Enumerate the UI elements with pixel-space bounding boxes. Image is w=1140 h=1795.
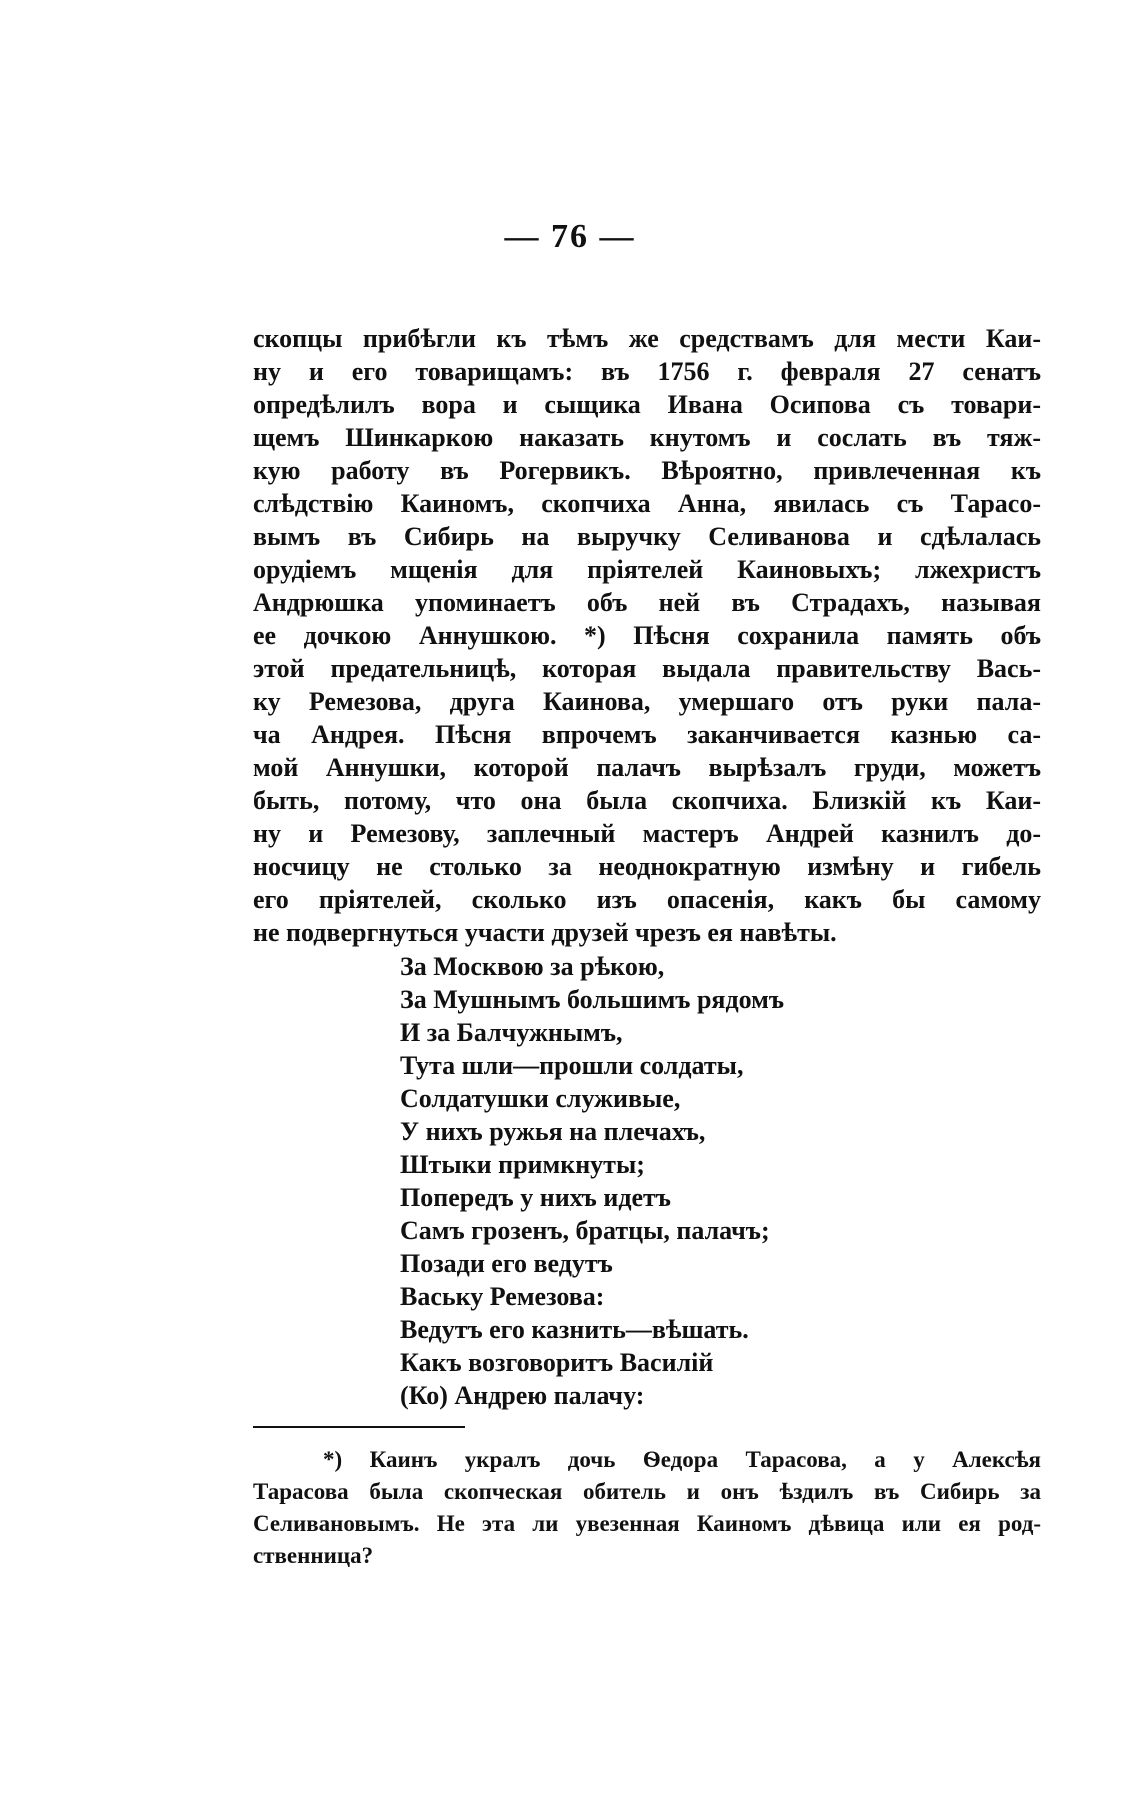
verse-line: Ваську Ремезова: xyxy=(400,1282,605,1311)
body-line: орудіемъ мщенія для пріятелей Каиновыхъ; лжехристъ xyxy=(253,555,1041,584)
verse-line: (Ко) Андрею палачу: xyxy=(400,1381,645,1410)
body-line: ча Андрея. Пѣсня впрочемъ заканчивается казнью са- xyxy=(253,720,1041,749)
footnote-line: ственница? xyxy=(253,1543,374,1568)
body-line: ее дочкою Аннушкою. *) Пѣсня сохранила память объ xyxy=(253,621,1041,650)
body-line: Андрюшка упоминаетъ объ ней въ Страдахъ, называя xyxy=(253,588,1041,617)
body-line: ку Ремезова, друга Каинова, умершаго отъ руки пала- xyxy=(253,687,1041,716)
footnote-line: Селивановымъ. Не эта ли увезенная Каиномъ дѣвица или ея род- xyxy=(253,1511,1041,1536)
verse-line: За Мушнымъ большимъ рядомъ xyxy=(400,985,785,1014)
song-verse xyxy=(400,950,960,1412)
body-line: быть, потому, что она была скопчиха. Близкій къ Каи- xyxy=(253,786,1041,815)
footnote-divider xyxy=(253,1426,465,1428)
body-line: слѣдствію Каиномъ, скопчиха Анна, явилась съ Тарасо- xyxy=(253,489,1041,518)
body-text xyxy=(253,322,1041,949)
body-line: не подвергнуться участи друзей чрезъ ея навѣты. xyxy=(253,918,837,947)
verse-line: И за Балчужнымъ, xyxy=(400,1018,623,1047)
body-line: этой предательницѣ, которая выдала правительству Вась- xyxy=(253,654,1041,683)
verse-line: Какъ возговоритъ Василій xyxy=(400,1348,714,1377)
verse-line: Самъ грозенъ, братцы, палачъ; xyxy=(400,1216,770,1245)
body-line: щемъ Шинкаркою наказать кнутомъ и сослать въ тяж- xyxy=(253,423,1041,452)
body-line: вымъ въ Сибирь на выручку Селиванова и сдѣлалась xyxy=(253,522,1041,551)
page-number: — 76 — xyxy=(504,218,636,255)
body-line: ну и Ремезову, заплечный мастеръ Андрей казнилъ до- xyxy=(253,819,1041,848)
verse-line: За Москвою за рѣкою, xyxy=(400,952,665,981)
verse-line: Позади его ведутъ xyxy=(400,1249,613,1278)
body-line: ну и его товарищамъ: въ 1756 г. февраля 27 сенатъ xyxy=(253,357,1041,386)
verse-line: Солдатушки служивые, xyxy=(400,1084,681,1113)
verse-line: Ведутъ его казнить—вѣшать. xyxy=(400,1315,749,1344)
body-line: скопцы прибѣгли къ тѣмъ же средствамъ для мести Каи- xyxy=(253,324,1041,353)
body-line: его пріятелей, сколько изъ опасенія, какъ бы самому xyxy=(253,885,1041,914)
verse-line: Штыки примкнуты; xyxy=(400,1150,645,1179)
body-line: мой Аннушки, которой палачъ вырѣзалъ груди, можетъ xyxy=(253,753,1041,782)
body-line: кую работу въ Рогервикъ. Вѣроятно, привлеченная къ xyxy=(253,456,1041,485)
verse-line: У нихъ ружья на плечахъ, xyxy=(400,1117,706,1146)
body-line: носчицу не столько за неоднократную измѣну и гибель xyxy=(253,852,1041,881)
verse-line: Тута шли—прошли солдаты, xyxy=(400,1051,744,1080)
verse-line: Попередъ у нихъ идетъ xyxy=(400,1183,671,1212)
footnote-line: Тарасова была скопческая обитель и онъ ѣздилъ въ Сибирь за xyxy=(253,1479,1041,1504)
footnote-line: *) Каинъ укралъ дочь Ѳедора Тарасова, а у Алексѣя xyxy=(323,1447,1041,1472)
footnote xyxy=(253,1444,1041,1572)
body-line: опредѣлилъ вора и сыщика Ивана Осипова съ товари- xyxy=(253,390,1041,419)
